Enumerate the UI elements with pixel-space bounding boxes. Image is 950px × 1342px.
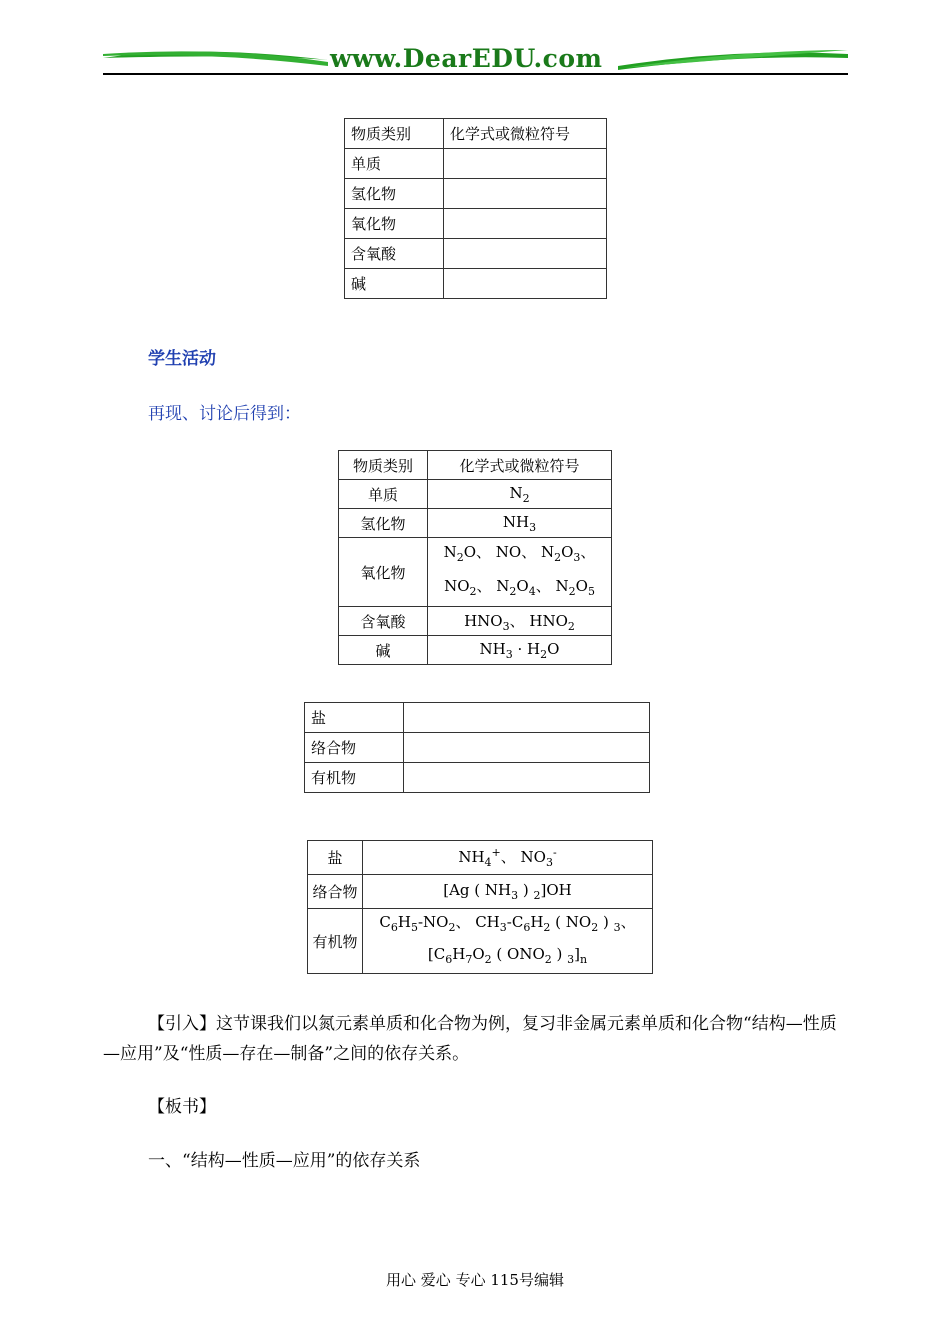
table-cell: 有机物	[305, 763, 404, 793]
formula-cell: [Ag ( $NH_3$ ) $_2$]OH	[363, 875, 653, 909]
table-cell: 氢化物	[345, 179, 444, 209]
table-cell: 含氧酸	[339, 607, 428, 636]
table-row	[308, 875, 653, 909]
table-row	[345, 269, 607, 299]
table-cell: 盐	[308, 841, 363, 875]
table-row	[345, 239, 607, 269]
table-cell: 氢化物	[339, 509, 428, 538]
table-row	[345, 209, 607, 239]
category-table-filled	[338, 450, 612, 665]
board-tag: 【板书】	[148, 1097, 216, 1117]
table-row	[308, 841, 653, 875]
table-row	[339, 607, 612, 636]
formula-cell: $NH_3 \cdot H_2O$	[428, 636, 612, 665]
table-cell: 氧化物	[345, 209, 444, 239]
formula-cell: $N_2$	[428, 480, 612, 509]
table-row	[339, 509, 612, 538]
site-logo[interactable]: www.DearEDU.com	[330, 44, 603, 73]
table-cell-empty	[404, 703, 650, 733]
table-header: 物质类别	[339, 451, 428, 480]
page-footer: 用心 爱心 专心 115号编辑	[386, 1271, 564, 1289]
intro-tag: 【引入】	[148, 1014, 216, 1034]
table-cell-empty	[444, 209, 607, 239]
table-cell: 络合物	[308, 875, 363, 909]
table-row	[339, 480, 612, 509]
table-header: 化学式或微粒符号	[444, 119, 607, 149]
table-cell-empty	[444, 269, 607, 299]
salt-table-filled	[307, 840, 653, 974]
table-row	[308, 909, 653, 974]
table-cell: 有机物	[308, 909, 363, 974]
table-cell: 单质	[339, 480, 428, 509]
table-cell: 盐	[305, 703, 404, 733]
formula-cell: $NH_3$	[428, 509, 612, 538]
table-row	[305, 763, 650, 793]
salt-table-empty	[304, 702, 650, 793]
table-row	[345, 149, 607, 179]
table-row	[339, 451, 612, 480]
table-row	[339, 538, 612, 607]
header-rule	[103, 73, 848, 75]
formula-cell: $HNO_3$、 $HNO_2$	[428, 607, 612, 636]
table-cell: 碱	[345, 269, 444, 299]
table-cell-empty	[444, 179, 607, 209]
intro-paragraph	[103, 1009, 848, 1069]
table-header: 化学式或微粒符号	[428, 451, 612, 480]
table-cell-empty	[444, 239, 607, 269]
table-cell-empty	[404, 733, 650, 763]
table-row	[345, 179, 607, 209]
table-row	[345, 119, 607, 149]
table-row	[339, 636, 612, 665]
table-cell: 氧化物	[339, 538, 428, 607]
table-cell: 络合物	[305, 733, 404, 763]
formula-cell: $C_6H_5-NO_2$、 $CH_3-C_6H_2$ ( $NO_2$ ) $_3$、 [$C_6H_7O_2$ ( $ONO_2$ ) $_3]_n$	[363, 909, 653, 974]
heading-1: 一、“结构—性质—应用”的依存关系	[148, 1151, 421, 1171]
category-table-empty	[344, 118, 607, 299]
table-cell: 含氧酸	[345, 239, 444, 269]
table-header: 物质类别	[345, 119, 444, 149]
table-cell: 单质	[345, 149, 444, 179]
formula-cell: $N_2O$、 NO、 $N_2O_3$、 $NO_2$、 $N_2O_4$、 $N_2O_5$	[428, 538, 612, 607]
table-row	[305, 703, 650, 733]
table-cell-empty	[444, 149, 607, 179]
formula-cell: $NH_4^+$、 $NO_3^-$	[363, 841, 653, 875]
section-subtitle: 再现、讨论后得到：	[148, 404, 301, 424]
intro-text: 这节课我们以氮元素单质和化合物为例，复习非金属元素单质和化合物“结构—性质—应用”及“性质—存在—制备”之间的依存关系。	[103, 1014, 837, 1064]
table-cell-empty	[404, 763, 650, 793]
table-row	[305, 733, 650, 763]
table-cell: 碱	[339, 636, 428, 665]
section-title: 学生活动	[148, 349, 216, 369]
